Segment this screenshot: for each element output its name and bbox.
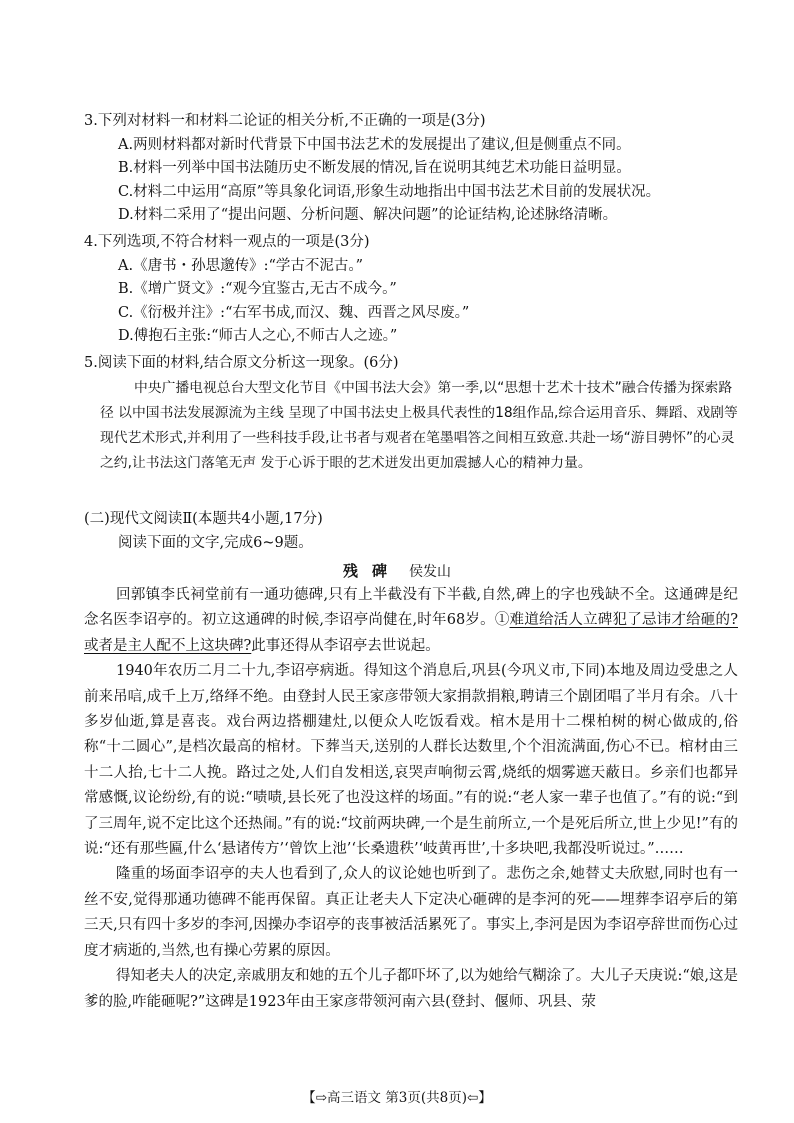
question-3-stem: 3.下列对材料一和材料二论证的相关分析,不正确的一项是(3分)	[84, 113, 486, 129]
story-p1-after: 此事还得从李诏亭去世说起。	[251, 637, 440, 654]
question-3	[84, 110, 738, 228]
section-2-heading: (二)现代文阅读Ⅱ(本题共4小题,17分)	[84, 511, 323, 527]
question-5-material: 中央广播电视总台大型文化节目《中国书法大会》第一季,以“思想十艺术十技术”融合传播为探索路径 以中国书法发展源流为主线 呈现了中国书法史上极具代表性的18组作品,综合运用音乐、舞蹈、戏剧等现代艺术形式,并利用了一些科技手段,让书者与观者在笔墨唱答之间相互致意.共赴一场“游目骋怀”的心灵之约,让书法这门落笔无声 发于心诉于眼的艺术迸发出更加震撼人心的精神力量。	[100, 379, 738, 471]
story-author: 侯发山	[409, 564, 451, 580]
story-paragraph-3: 隆重的场面李诏亭的夫人也看到了,众人的议论她也听到了。悲伤之余,她替丈夫欣慰,同时也有一丝不安,觉得那通功德碑不能再保留。真正让老夫人下定决心砸碑的是李河的死——埋葬李诏亭后的第三天,只有四十多岁的李河,因操办李诏亭的丧事被活活累死了。事实上,李河是因为李诏亭辞世而伤心过度才病逝的,当然,也有操心劳累的原因。	[84, 866, 738, 959]
question-4-option-d: D.傅抱石主张:“师古人之心,不师古人之迹。”	[118, 328, 398, 344]
section-2-header	[84, 508, 738, 555]
question-5-stem: 5.阅读下面的材料,结合原文分析这一现象。(6分)	[84, 355, 399, 371]
question-4	[84, 231, 738, 349]
story-p1-underlined: 难道给活人立碑犯了忌讳才给砸的?或者是主人配不上这块碑?	[84, 612, 738, 654]
story-paragraph-4: 得知老夫人的决定,亲戚朋友和她的五个儿子都吓坏了,以为她给气糊涂了。大儿子天庚说:“娘,这是爹的脸,咋能砸呢?”这碑是1923年由王家彦带领河南六县(登封、偃师、巩县、荥	[84, 968, 738, 1010]
question-3-option-c: C.材料二中运用“高原”等具象化词语,形象生动地指出中国书法艺术目前的发展状况。	[118, 183, 661, 200]
section-2-instruction: 阅读下面的文字,完成6~9题。	[118, 534, 313, 551]
question-4-stem: 4.下列选项,不符合材料一观点的一项是(3分)	[84, 234, 370, 250]
question-3-option-d: D.材料二采用了“提出问题、分析问题、解决问题”的论证结构,论述脉络清晰。	[118, 207, 618, 223]
story-body	[84, 583, 738, 1015]
story-title-row	[0, 560, 794, 581]
question-5	[84, 352, 738, 476]
question-4-option-c: C.《衍极并注》:“右军书成,而汉、魏、西晋之风尽废。”	[118, 304, 470, 321]
story-title: 残碑	[342, 562, 401, 580]
question-3-option-a: A.两则材料都对新时代背景下中国书法艺术的发展提出了建议,但是侧重点不同。	[118, 136, 631, 153]
question-3-option-b: B.材料一列举中国书法随历史不断发展的情况,旨在说明其纯艺术功能日益明显。	[118, 160, 631, 176]
story-p1-before: 回郭镇李氏祠堂前有一通功德碑,只有上半截没有下半截,自然,碑上的字也残缺不全。这通碑是纪念名医李诏亭的。初立这通碑的时候,李诏亭尚健在,时年68岁。①	[84, 587, 738, 629]
page-footer: 【⇨高三语文 第3页(共8页)⇦】	[302, 1090, 492, 1106]
question-4-option-b: B.《增广贤文》:“观今宜鉴古,无古不成今。”	[118, 281, 397, 297]
question-4-option-a: A.《唐书・孙思邈传》:“学古不泥古。”	[118, 257, 364, 274]
story-paragraph-2: 1940年农历二月二十九,李诏亭病逝。得知这个消息后,巩县(今巩义市,下同)本地及周边受患之人前来吊唁,成千上万,络绎不绝。由登封人民王家彦带领大家捐款捐粮,聘请三个剧团唱了半月有余。八十多岁仙逝,算是喜丧。戏台两边搭棚建灶,以便众人吃饭看戏。棺木是用十二棵柏树的树心做成的,俗称“十二圆心”,是档次最高的棺材。下葬当天,送别的人群长达数里,个个泪流满面,伤心不已。棺材由三十二人抬,七十二人挽。路过之处,人们自发相送,哀哭声响彻云霄,烧纸的烟雾遮天蔽日。乡亲们也都异常感慨,议论纷纷,有的说:“啧啧,县长死了也没这样的场面。”有的说:“老人家一辈子也值了。”有的说:“到了三周年,说不定比这个还热闹。”有的说:“坟前两块碑,一个是生前所立,一个是死后所立,世上少见!”有的说:“还有那些匾,什么‘悬诸传方’‘曾饮上池’‘长桑遗秩’‘岐黄再世’,十多块吧,我都没听说过。”……	[84, 663, 738, 858]
story-paragraph-1	[84, 583, 738, 659]
